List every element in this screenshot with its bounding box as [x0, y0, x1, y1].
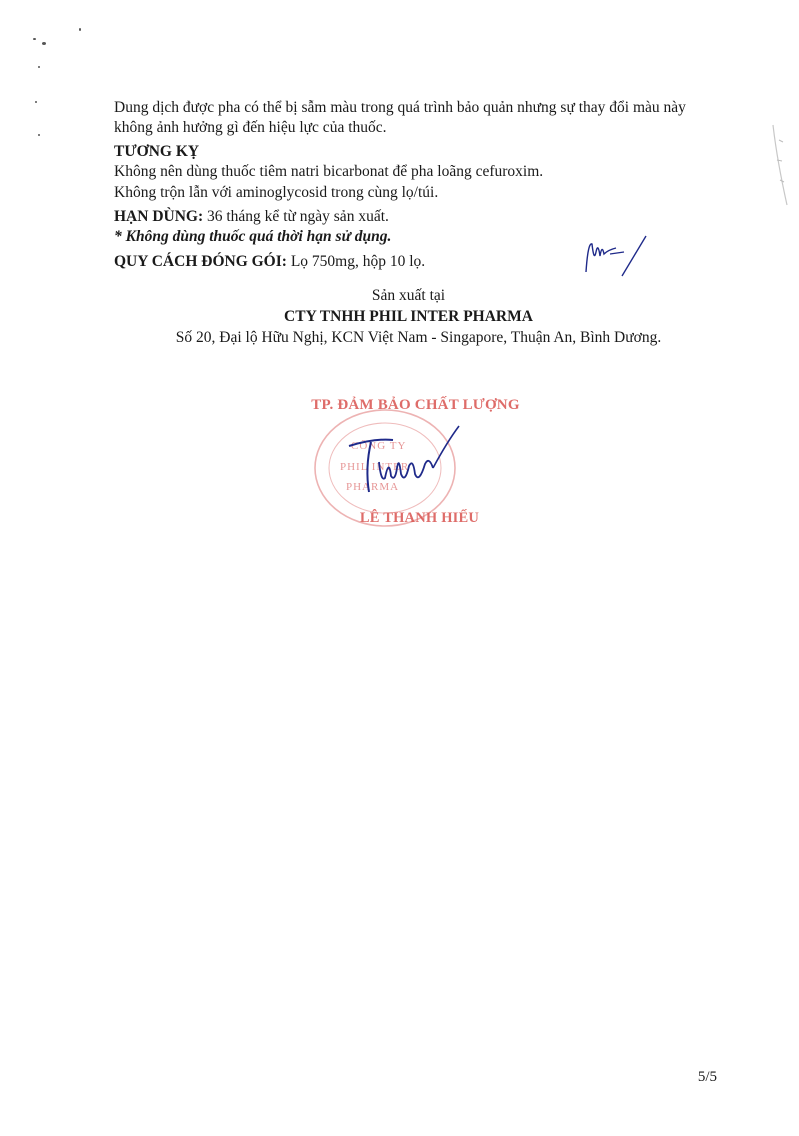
edge-mark-graphic	[765, 120, 795, 210]
scan-speck	[79, 28, 81, 31]
packaging-line	[114, 252, 425, 272]
shelf-life-value: 36 tháng kể từ ngày sản xuất.	[203, 208, 389, 225]
scan-speck	[38, 66, 40, 68]
incompatibility-heading: TƯƠNG KỴ	[114, 143, 200, 160]
incompatibility-line-1: Không nên dùng thuốc tiêm natri bicarbonat để pha loãng cefuroxim.	[114, 163, 544, 180]
scan-speck	[33, 38, 36, 40]
qa-title: TP. ĐẢM BẢO CHẤT LƯỢNG	[311, 397, 520, 413]
manufacturer-address: Số 20, Đại lộ Hữu Nghị, KCN Việt Nam - Singapore, Thuận An, Bình Dương.	[175, 329, 662, 346]
shelf-life-line	[114, 207, 389, 227]
storage-line-2: không ảnh hưởng gì đến hiệu lực của thuốc.	[114, 119, 387, 136]
incompatibility-line-2: Không trộn lẫn với aminoglycosid trong cùng lọ/túi.	[114, 184, 439, 201]
expiry-warning: * Không dùng thuốc quá thời hạn sử dụng.	[114, 228, 392, 245]
signatory-name: LÊ THANH HIẾU	[359, 510, 480, 526]
shelf-life-label: HẠN DÙNG:	[114, 208, 204, 225]
handwritten-signature	[335, 418, 475, 508]
storage-line-1: Dung dịch được pha có thể bị sẫm màu trong quá trình bảo quản nhưng sự thay đổi màu này	[114, 99, 686, 116]
packaging-value: Lọ 750mg, hộp 10 lọ.	[286, 253, 426, 270]
manufacturer-intro: Sản xuất tại	[371, 287, 446, 304]
seal-line-1: CÔNG TY	[351, 440, 407, 452]
seal-line-2: PHIL INTER	[340, 461, 410, 473]
seal-line-3: PHARMA	[346, 481, 400, 493]
packaging-label: QUY CÁCH ĐÓNG GÓI:	[114, 253, 287, 270]
page-number: 5/5	[697, 1069, 717, 1085]
scan-speck	[35, 101, 37, 103]
manufacturer-name: CTY TNHH PHIL INTER PHARMA	[284, 308, 533, 325]
initials-signature	[580, 232, 650, 282]
scan-speck	[42, 42, 46, 45]
scan-speck	[38, 134, 40, 136]
